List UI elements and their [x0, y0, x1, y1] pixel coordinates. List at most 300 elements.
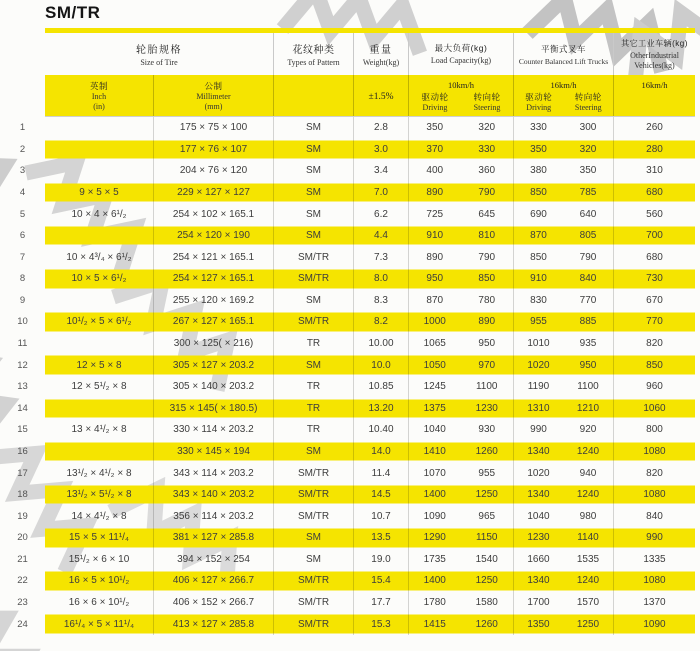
- row-number: 5: [19, 208, 26, 220]
- cell-pattern: SM: [273, 182, 353, 204]
- cell-other: 730: [613, 268, 695, 290]
- row-number: 6: [19, 230, 26, 242]
- cell-cb-steering: 940: [579, 467, 597, 479]
- cell-size-inch: 16 × 6 × 10¹/₂: [68, 597, 130, 608]
- col-group-load-capacity-en: Load Capacity(kg): [430, 56, 492, 66]
- cell-size-mm: 343 × 140 × 203.2: [153, 484, 273, 506]
- cell-load-steering: 1260: [475, 618, 498, 630]
- subcol-load-capacity: [408, 75, 513, 116]
- cell-load-steering: 360: [478, 165, 496, 177]
- cell-pattern: SM/TR: [273, 570, 353, 592]
- cell-cb-steering: 950: [579, 359, 597, 371]
- cell-cb-driving: 850: [513, 182, 563, 204]
- cell-load-steering: 1230: [475, 402, 498, 414]
- row-content: [45, 311, 695, 333]
- cell-load-steering: 330: [478, 143, 496, 155]
- cell-load-steering: 950: [478, 338, 496, 350]
- col-group-pattern-zh: 花纹种类: [292, 44, 335, 56]
- load-steering-en: Steering: [473, 103, 501, 112]
- cell-cb-driving: 690: [513, 203, 563, 225]
- row-content: [45, 160, 695, 182]
- cell-size-inch: [45, 290, 153, 312]
- cell-weight: 8.2: [353, 311, 408, 333]
- row-content: [45, 246, 695, 268]
- cell-size-mm: 175 × 75 × 100: [153, 117, 273, 139]
- cell-cb-steering: 320: [579, 143, 597, 155]
- table-rows: [0, 117, 695, 635]
- cell-load-driving: 870: [408, 290, 461, 312]
- cell-cb-driving: 830: [513, 290, 563, 312]
- col-group-counter-balanced-en: Counter Balanced Lift Trucks: [518, 56, 609, 66]
- load-steering-zh: 转向轮: [473, 92, 501, 102]
- counter-balanced-wheels: [514, 91, 613, 113]
- cb-driving-col: [514, 91, 564, 113]
- cell-size-inch: 13¹/₂ × 5¹/₂ × 8: [66, 489, 132, 501]
- table-row: [0, 376, 695, 398]
- cell-size-inch: 13 × 4¹/₂ × 8: [71, 424, 127, 436]
- cell-load-steering: 965: [478, 510, 496, 522]
- cell-pattern: SM/TR: [273, 462, 353, 484]
- col-group-size-of-tire: [45, 33, 273, 75]
- cell-size-mm: 254 × 127 × 165.1: [153, 268, 273, 290]
- cell-cb-steering: 770: [579, 294, 597, 306]
- cell-size-inch: [45, 398, 153, 420]
- table-row: [0, 549, 695, 571]
- row-number: 14: [17, 402, 28, 414]
- load-driving-en: Driving: [422, 103, 448, 112]
- row-number: 9: [19, 294, 26, 306]
- cell-size-inch: 10 × 4³/₄ × 6¹/₂: [66, 251, 132, 263]
- table-group-header: [45, 33, 695, 75]
- row-number: 24: [17, 618, 28, 630]
- cell-load-driving: 400: [408, 160, 461, 182]
- col-group-weight-zh: 重量: [369, 44, 393, 56]
- cell-cb-driving: 350: [513, 139, 563, 161]
- cell-cb-steering: 1250: [576, 618, 600, 630]
- row-number: 21: [17, 553, 28, 565]
- cell-load-steering: 890: [478, 316, 496, 328]
- cell-other: 1370: [613, 592, 695, 614]
- row-number: 19: [17, 510, 28, 522]
- cell-load-driving: 1290: [408, 527, 461, 549]
- row-number: 23: [17, 597, 28, 608]
- table-row: [0, 333, 695, 355]
- cell-size-mm: 300 × 125( × 216): [153, 333, 273, 355]
- subcol-mm-zh: 公制: [204, 80, 223, 91]
- cell-cb-driving: 955: [513, 311, 563, 333]
- cell-size-inch: 15 × 5 × 11¹/₄: [68, 532, 130, 544]
- cell-pattern: SM/TR: [273, 246, 353, 268]
- cell-cb-steering: 885: [579, 316, 597, 328]
- cell-load-driving: 725: [408, 203, 461, 225]
- row-content: [45, 484, 695, 506]
- cell-weight: 7.0: [353, 182, 408, 204]
- cb-driving-zh: 驱动轮: [525, 92, 553, 102]
- table-row: [0, 225, 695, 247]
- cell-size-mm: 229 × 127 × 127: [153, 182, 273, 204]
- cell-cb-steering: 920: [579, 424, 597, 436]
- row-number: 1: [19, 122, 26, 134]
- cell-size-mm: 254 × 121 × 165.1: [153, 246, 273, 268]
- cell-cb-steering: 805: [579, 230, 597, 242]
- cell-size-mm: 267 × 127 × 165.1: [153, 311, 273, 333]
- cell-load-steering: 645: [478, 208, 496, 220]
- cell-cb-steering: 1240: [576, 489, 600, 501]
- cell-pattern: SM/TR: [273, 613, 353, 635]
- cell-cb-driving: 850: [513, 246, 563, 268]
- cell-load-driving: 1410: [408, 441, 461, 463]
- row-content: [45, 613, 695, 635]
- row-number: 18: [17, 489, 28, 501]
- table-row: [0, 592, 695, 614]
- cell-pattern: TR: [273, 419, 353, 441]
- row-content: [45, 462, 695, 484]
- subcol-other-industrial: [613, 75, 695, 116]
- table-row: [0, 268, 695, 290]
- cell-cb-driving: 1230: [513, 527, 563, 549]
- row-number: 12: [17, 359, 28, 371]
- row-content: [45, 139, 695, 161]
- cell-size-inch: 12 × 5¹/₂ × 8: [71, 381, 127, 393]
- row-content: [45, 354, 695, 376]
- row-number: 2: [19, 143, 26, 155]
- cell-weight: 15.4: [353, 570, 408, 592]
- col-group-size-of-tire-zh: 轮胎规格: [136, 44, 182, 56]
- cell-cb-driving: 870: [513, 225, 563, 247]
- cell-size-mm: 177 × 76 × 107: [153, 139, 273, 161]
- cell-size-mm: 315 × 145( × 180.5): [153, 398, 273, 420]
- table-row: [0, 441, 695, 463]
- cell-size-inch: [45, 333, 153, 355]
- table-row: [0, 462, 695, 484]
- cell-size-inch: [45, 160, 153, 182]
- cell-load-steering: 780: [478, 294, 496, 306]
- cell-cb-driving: 330: [513, 117, 563, 139]
- cell-load-steering: 930: [478, 424, 496, 436]
- cell-weight: 10.0: [353, 354, 408, 376]
- cell-cb-steering: 300: [579, 122, 597, 134]
- cell-cb-driving: 1340: [513, 441, 563, 463]
- cell-size-mm: 330 × 114 × 203.2: [153, 419, 273, 441]
- cell-other: 260: [613, 117, 695, 139]
- cell-pattern: SM: [273, 290, 353, 312]
- cell-cb-driving: 1010: [513, 333, 563, 355]
- page-title: SM/TR: [45, 3, 101, 22]
- cell-other: 280: [613, 139, 695, 161]
- cell-cb-steering: 1100: [577, 381, 599, 393]
- load-capacity-speed: 10km/h: [448, 80, 474, 90]
- cell-weight: 10.00: [353, 333, 408, 355]
- cell-pattern: TR: [273, 333, 353, 355]
- cell-other: 1080: [613, 484, 695, 506]
- cell-size-mm: 406 × 127 × 266.7: [153, 570, 273, 592]
- cell-cb-driving: 1020: [513, 462, 563, 484]
- cell-size-mm: 255 × 120 × 169.2: [153, 290, 273, 312]
- cell-size-mm: 305 × 140 × 203.2: [153, 376, 273, 398]
- cell-weight: 19.0: [353, 549, 408, 571]
- cell-weight: 6.2: [353, 203, 408, 225]
- subcol-weight-tolerance: [353, 75, 408, 116]
- cell-cb-steering: 980: [579, 510, 597, 522]
- cell-size-inch: 10¹/₂ × 5 × 6¹/₂: [66, 316, 132, 328]
- cell-pattern: TR: [273, 398, 353, 420]
- load-driving-col: [409, 91, 461, 113]
- cell-pattern: SM/TR: [273, 484, 353, 506]
- col-group-counter-balanced-zh: 平衡式叉车: [540, 43, 586, 54]
- cell-cb-steering: 785: [579, 187, 597, 199]
- cell-pattern: SM/TR: [273, 311, 353, 333]
- row-content: [45, 441, 695, 463]
- cell-pattern: SM/TR: [273, 268, 353, 290]
- cell-other: 840: [613, 505, 695, 527]
- cell-cb-driving: 910: [513, 268, 563, 290]
- table-row: [0, 117, 695, 139]
- table-row: [0, 290, 695, 312]
- cell-weight: 10.85: [353, 376, 408, 398]
- table-sub-header: [45, 75, 695, 116]
- row-number: 20: [17, 532, 28, 544]
- subcol-mm-en: Millimeter: [196, 91, 231, 101]
- table-row: [0, 311, 695, 333]
- table-row: [0, 160, 695, 182]
- cell-load-driving: 1400: [408, 570, 461, 592]
- cell-cb-driving: 1310: [513, 398, 563, 420]
- cell-size-inch: [45, 139, 153, 161]
- load-capacity-wheels: [409, 91, 513, 113]
- col-group-other-industrial: [613, 33, 695, 75]
- row-number: 11: [17, 338, 28, 350]
- cell-cb-driving: 1340: [513, 570, 563, 592]
- cell-size-inch: [45, 225, 153, 247]
- cell-load-steering: 1250: [475, 489, 498, 501]
- cell-cb-driving: 1040: [513, 505, 563, 527]
- cell-load-driving: 1000: [408, 311, 461, 333]
- col-group-weight: [353, 33, 408, 75]
- cell-weight: 8.0: [353, 268, 408, 290]
- row-content: [45, 376, 695, 398]
- cell-pattern: SM: [273, 139, 353, 161]
- cell-size-mm: 413 × 127 × 285.8: [153, 613, 273, 635]
- cell-load-steering: 1260: [475, 445, 498, 457]
- row-number: 16: [17, 445, 28, 457]
- cb-driving-en: Driving: [526, 103, 552, 112]
- row-content: [45, 290, 695, 312]
- cell-size-inch: [45, 117, 153, 139]
- cell-other: 680: [613, 182, 695, 204]
- cell-load-steering: 1580: [475, 597, 498, 608]
- subcol-mm: [153, 75, 273, 116]
- table-row: [0, 527, 695, 549]
- cb-steering-zh: 转向轮: [574, 92, 602, 102]
- col-group-other-industrial-zh: 其它工业车辆(kg): [621, 38, 688, 48]
- subcol-inch: [45, 75, 153, 116]
- cell-pattern: SM/TR: [273, 505, 353, 527]
- row-content: [45, 505, 695, 527]
- row-number: 3: [19, 165, 26, 177]
- row-content: [45, 117, 695, 139]
- row-number: 10: [17, 316, 28, 328]
- cell-size-mm: 343 × 114 × 203.2: [153, 462, 273, 484]
- table-row: [0, 398, 695, 420]
- cell-cb-steering: 350: [579, 165, 597, 177]
- load-driving-zh: 驱动轮: [421, 92, 449, 102]
- cell-size-inch: 12 × 5 × 8: [76, 359, 122, 371]
- cell-load-driving: 370: [408, 139, 461, 161]
- cell-other: 820: [613, 462, 695, 484]
- cell-load-steering: 955: [478, 467, 496, 479]
- col-group-counter-balanced: [513, 33, 613, 75]
- cell-weight: 10.40: [353, 419, 408, 441]
- col-group-load-capacity: [408, 33, 513, 75]
- cell-other: 700: [613, 225, 695, 247]
- cell-cb-steering: 640: [579, 208, 597, 220]
- cell-pattern: SM: [273, 203, 353, 225]
- row-content: [45, 225, 695, 247]
- cell-other: 1080: [613, 441, 695, 463]
- cell-load-steering: 790: [478, 251, 496, 263]
- cell-load-driving: 910: [408, 225, 461, 247]
- cell-size-inch: 10 × 5 × 6¹/₂: [71, 273, 127, 285]
- cell-load-driving: 890: [408, 182, 461, 204]
- table-row: [0, 203, 695, 225]
- cell-cb-driving: 990: [513, 419, 563, 441]
- cb-steering-col: [564, 91, 614, 113]
- cell-size-inch: 15¹/₂ × 6 × 10: [68, 553, 130, 565]
- cell-size-inch: [45, 441, 153, 463]
- cell-weight: 13.20: [353, 398, 408, 420]
- table-row: [0, 182, 695, 204]
- table-row: [0, 613, 695, 635]
- row-content: [45, 203, 695, 225]
- cell-weight: 4.4: [353, 225, 408, 247]
- subcol-inch-en: Inch: [91, 91, 107, 101]
- cell-load-steering: 1250: [475, 575, 498, 587]
- cell-other: 310: [613, 160, 695, 182]
- row-number: 15: [17, 424, 28, 436]
- table-row: [0, 139, 695, 161]
- cell-pattern: SM: [273, 527, 353, 549]
- col-group-pattern-en: Types of Pattern: [287, 57, 340, 67]
- row-number: 4: [19, 187, 26, 199]
- cell-load-driving: 1040: [408, 419, 461, 441]
- row-number: 22: [17, 575, 28, 587]
- cell-pattern: TR: [273, 376, 353, 398]
- cell-load-steering: 790: [478, 187, 496, 199]
- cell-pattern: SM: [273, 354, 353, 376]
- cell-cb-steering: 935: [579, 338, 597, 350]
- cell-cb-steering: 1210: [576, 402, 600, 414]
- cell-other: 820: [613, 333, 695, 355]
- subcol-counter-balanced: [513, 75, 613, 116]
- cell-cb-driving: 1660: [513, 549, 563, 571]
- cell-weight: 3.0: [353, 139, 408, 161]
- cell-cb-steering: 1535: [576, 553, 600, 565]
- cell-load-steering: 320: [478, 122, 496, 134]
- table-row: [0, 570, 695, 592]
- row-content: [45, 549, 695, 571]
- cell-other: 850: [613, 354, 695, 376]
- cell-load-driving: 1065: [408, 333, 461, 355]
- cell-load-driving: 350: [408, 117, 461, 139]
- cell-other: 1335: [613, 549, 695, 571]
- cell-cb-steering: 1570: [576, 597, 600, 608]
- cell-load-steering: 850: [478, 273, 496, 285]
- cell-load-driving: 1735: [408, 549, 461, 571]
- cell-pattern: SM/TR: [273, 592, 353, 614]
- cell-size-inch: 16¹/₄ × 5 × 11¹/₄: [63, 618, 135, 630]
- cell-size-inch: 13¹/₂ × 4¹/₂ × 8: [66, 467, 132, 479]
- cell-cb-driving: 1190: [513, 376, 563, 398]
- row-content: [45, 398, 695, 420]
- col-group-other-industrial-en: OtherIndustrial Vehicles(kg): [630, 50, 679, 70]
- cell-pattern: SM: [273, 441, 353, 463]
- cell-load-driving: 1090: [408, 505, 461, 527]
- row-content: [45, 570, 695, 592]
- cell-pattern: SM: [273, 549, 353, 571]
- cell-weight: 3.4: [353, 160, 408, 182]
- cell-size-mm: 254 × 120 × 190: [153, 225, 273, 247]
- cell-size-inch: 14 × 4¹/₂ × 8: [71, 510, 127, 522]
- cell-load-driving: 1415: [408, 613, 461, 635]
- row-content: [45, 268, 695, 290]
- cell-other: 770: [613, 311, 695, 333]
- row-content: [45, 419, 695, 441]
- other-industrial-speed: 16km/h: [641, 80, 668, 90]
- col-group-pattern: [273, 33, 353, 75]
- cell-load-driving: 1070: [408, 462, 461, 484]
- subcol-inch-unit: (in): [93, 101, 105, 111]
- cell-other: 680: [613, 246, 695, 268]
- cell-other: 1080: [613, 570, 695, 592]
- cell-cb-steering: 840: [579, 273, 597, 285]
- cell-other: 670: [613, 290, 695, 312]
- table-row: [0, 354, 695, 376]
- cell-cb-steering: 1240: [576, 445, 600, 457]
- cell-weight: 14.0: [353, 441, 408, 463]
- cell-cb-driving: 1340: [513, 484, 563, 506]
- cell-size-mm: 305 × 127 × 203.2: [153, 354, 273, 376]
- cell-cb-steering: 1240: [576, 575, 600, 587]
- cell-other: 990: [613, 527, 695, 549]
- counter-balanced-speed: 16km/h: [550, 80, 577, 90]
- cell-cb-steering: 790: [579, 251, 597, 263]
- row-content: [45, 333, 695, 355]
- cell-load-driving: 890: [408, 246, 461, 268]
- cell-load-steering: 810: [478, 230, 496, 242]
- cell-weight: 10.7: [353, 505, 408, 527]
- cell-weight: 14.5: [353, 484, 408, 506]
- cell-size-mm: 394 × 152 × 254: [153, 549, 273, 571]
- cell-load-driving: 1780: [408, 592, 461, 614]
- table-row: [0, 419, 695, 441]
- cell-size-mm: 254 × 102 × 165.1: [153, 203, 273, 225]
- row-content: [45, 527, 695, 549]
- row-number: 8: [19, 273, 26, 285]
- cell-weight: 13.5: [353, 527, 408, 549]
- table-row: [0, 246, 695, 268]
- cell-load-driving: 1050: [408, 354, 461, 376]
- table-row: [0, 484, 695, 506]
- cell-other: 560: [613, 203, 695, 225]
- cell-size-mm: 406 × 152 × 266.7: [153, 592, 273, 614]
- cell-size-mm: 330 × 145 × 194: [153, 441, 273, 463]
- cb-steering-en: Steering: [574, 103, 602, 112]
- cell-size-inch: 16 × 5 × 10¹/₂: [68, 575, 130, 587]
- cell-load-steering: 1100: [475, 381, 498, 393]
- cell-weight: 7.3: [353, 246, 408, 268]
- cell-size-mm: 204 × 76 × 120: [153, 160, 273, 182]
- cell-cb-driving: 1700: [513, 592, 563, 614]
